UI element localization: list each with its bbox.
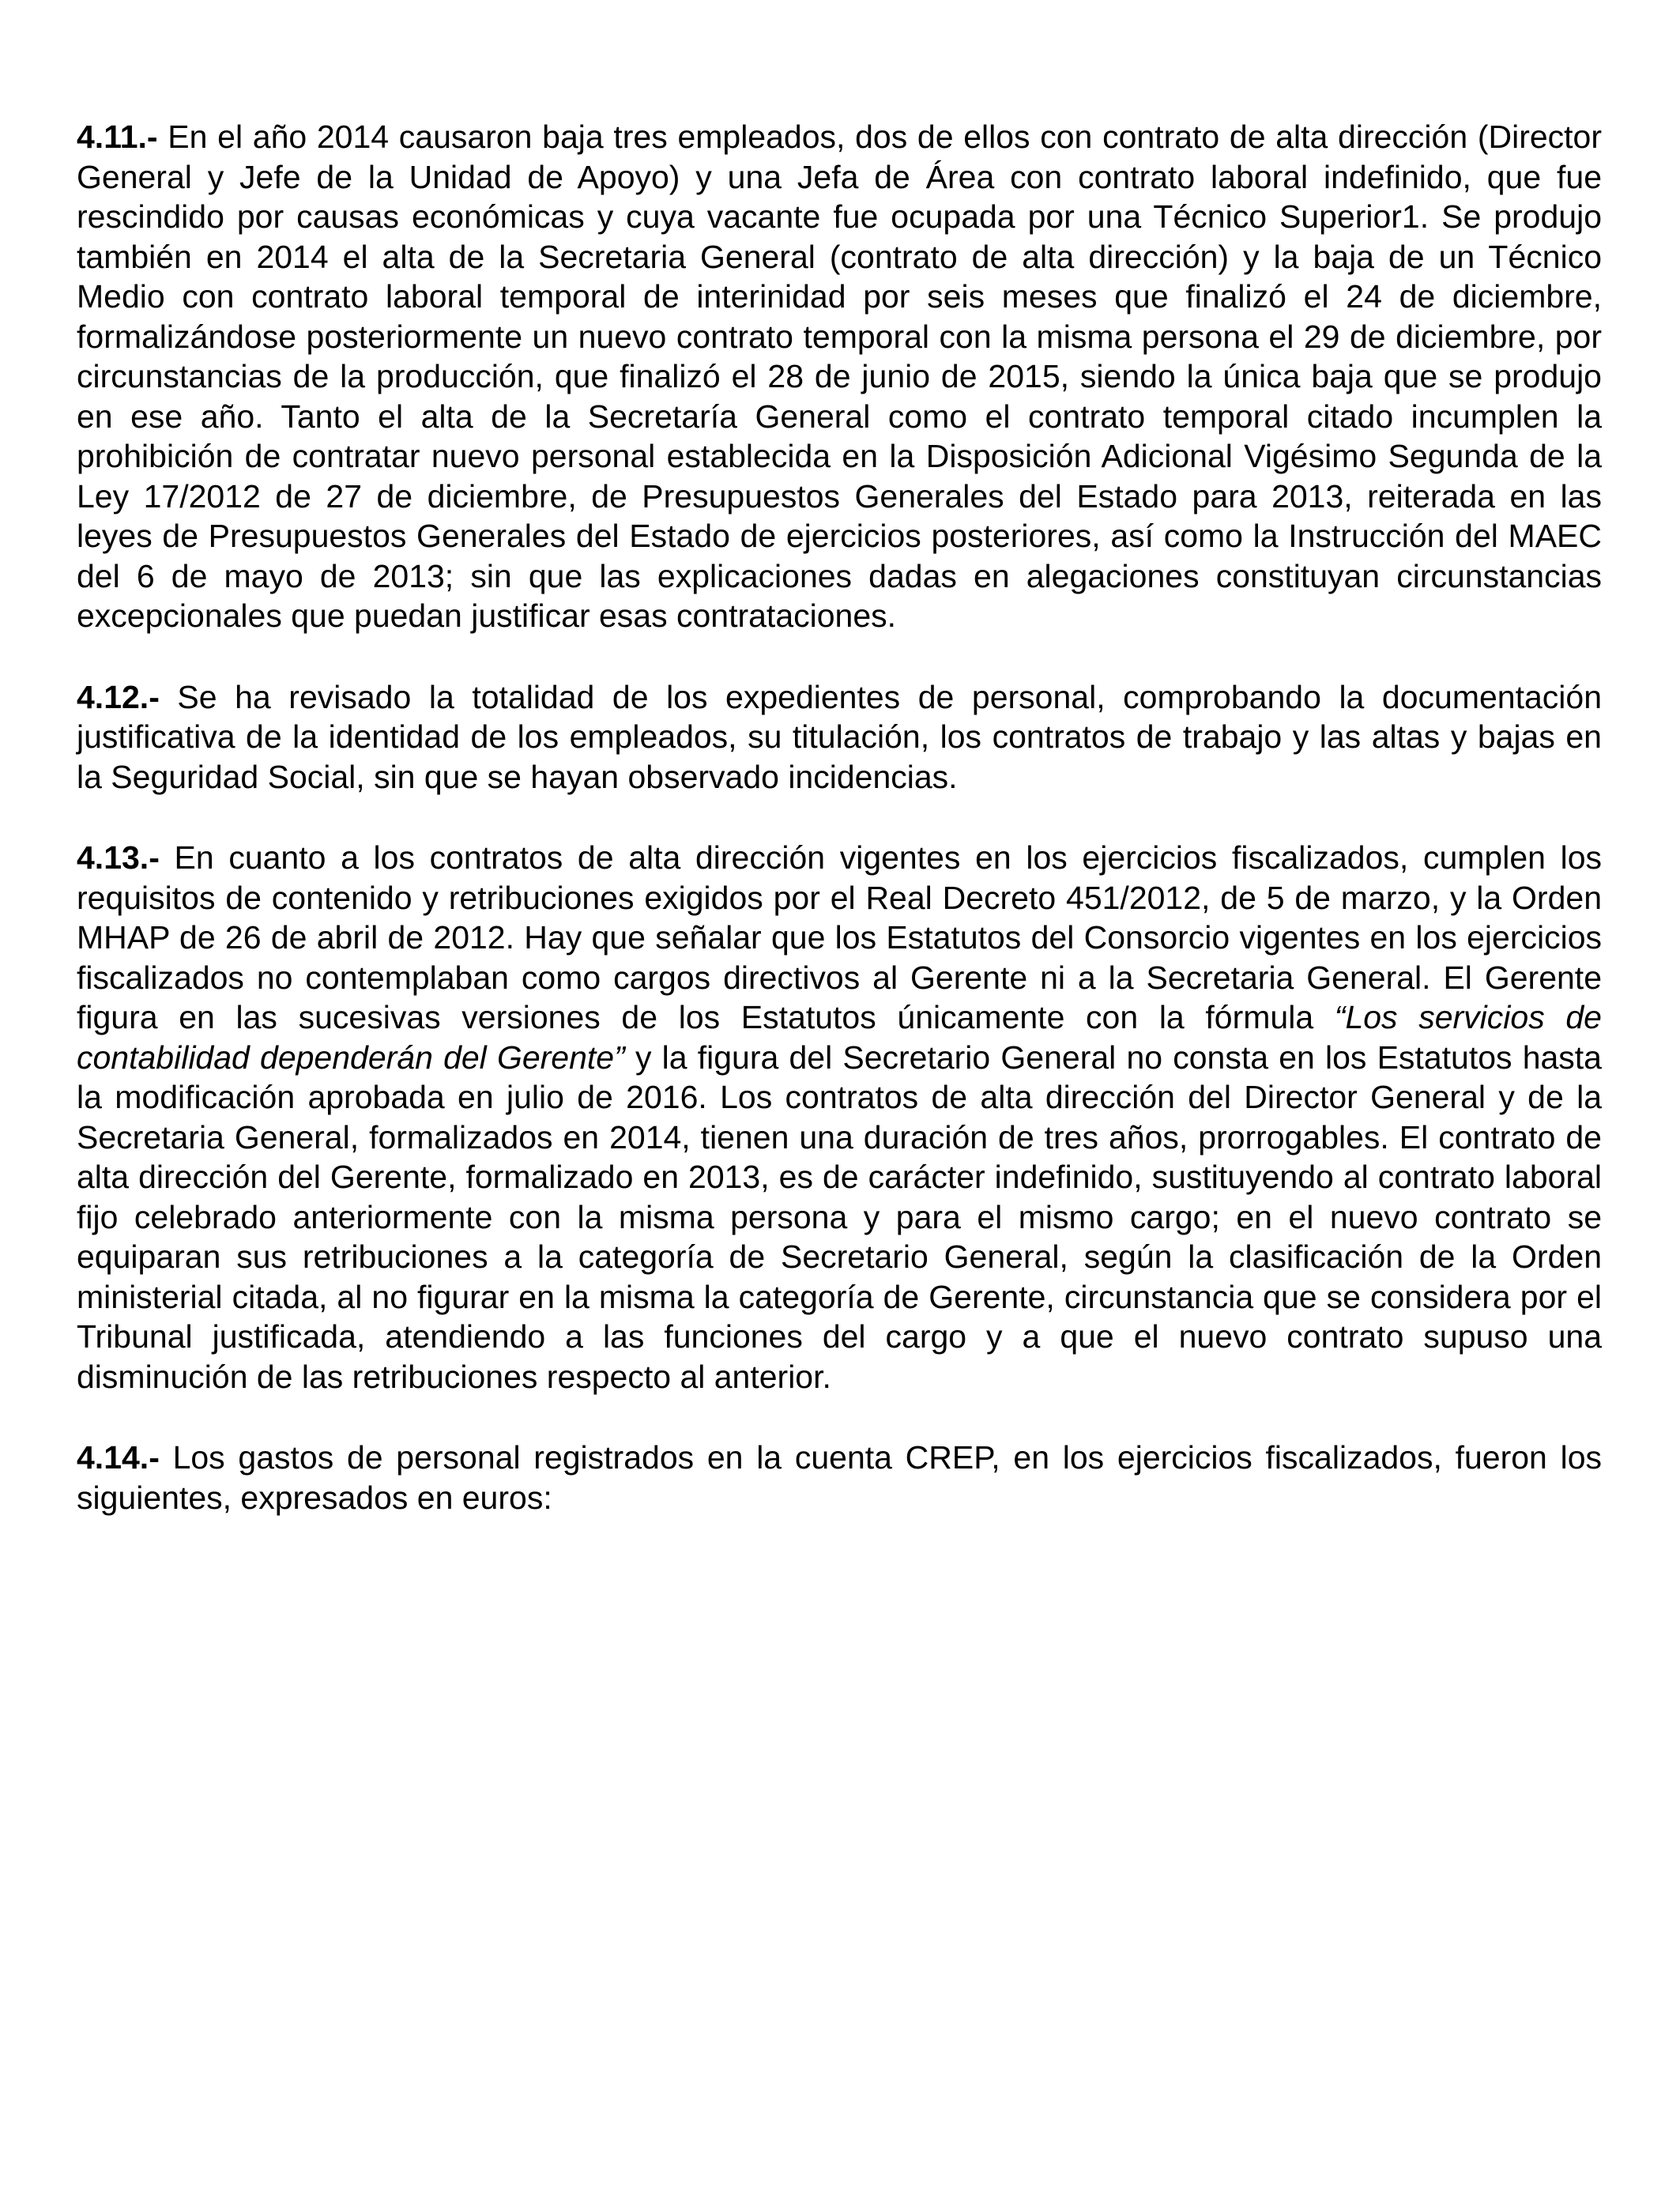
paragraph-number: 4.12.- [77, 678, 160, 715]
paragraph-4-12 [77, 677, 1602, 797]
paragraph-number: 4.14.- [77, 1439, 160, 1476]
paragraph-text: En cuanto a los contratos de alta dirección vigentes en los ejercicios fiscalizados, cumplen los requisitos de contenido y retribuciones exigidos por el Real Decreto 451/2012, de 5 de marzo, y la Orden MHAP de 26 de abril de 2012. Hay que señalar que los Estatutos del Consorcio vigentes en los ejercicios fiscalizados no contemplaban como cargos directivos al Gerente ni a la Secretaria General. El Gerente figura en las sucesivas versiones de los Estatutos únicamente con la fórmula [77, 839, 1602, 1035]
paragraph-number: 4.13.- [77, 839, 160, 876]
paragraph-text: Los gastos de personal registrados en la cuenta CREP, en los ejercicios fiscalizados, fueron los siguientes, expresados en euros: [77, 1439, 1602, 1516]
paragraph-number: 4.11.- [77, 119, 158, 155]
paragraph-text: Se ha revisado la totalidad de los expedientes de personal, comprobando la documentación justificativa de la identidad de los empleados, su titulación, los contratos de trabajo y las altas y bajas en la Seguridad Social, sin que se hayan observado incidencias. [77, 678, 1602, 795]
paragraph-text: y la figura del Secretario General no consta en los Estatutos hasta la modificación aprobada en julio de 2016. Los contratos de alta dirección del Director General y de la Secretaria General, formalizados en 2014, tienen una duración de tres años, prorrogables. El contrato de alta dirección del Gerente, formalizado en 2013, es de carácter indefinido, sustituyendo al contrato laboral fijo celebrado anteriormente con la misma persona y para el mismo cargo; en el nuevo contrato se equiparan sus retribuciones a la categoría de Secretario General, según la clasificación de la Orden ministerial citada, al no figurar en la misma la categoría de Gerente, circunstancia que se considera por el Tribunal justificada, atendiendo a las funciones del cargo y a que el nuevo contrato supuso una disminución de las retribuciones respecto al anterior. [77, 1039, 1602, 1395]
paragraph-4-14 [77, 1438, 1602, 1517]
paragraph-4-13 [77, 838, 1602, 1397]
document-page [77, 117, 1602, 1559]
statute-quote: “Los servicios de contabilidad dependerán del Gerente” [77, 999, 1602, 1076]
paragraph-4-11 [77, 117, 1602, 636]
paragraph-text: En el año 2014 causaron baja tres empleados, dos de ellos con contrato de alta dirección (Director General y Jefe de la Unidad de Apoyo) y una Jefa de Área con contrato laboral indefinido, que fue rescindido por causas económicas y cuya vacante fue ocupada por una Técnico Superior1. Se produjo también en 2014 el alta de la Secretaria General (contrato de alta dirección) y la baja de un Técnico Medio con contrato laboral temporal de interinidad por seis meses que finalizó el 24 de diciembre, formalizándose posteriormente un nuevo contrato temporal con la misma persona el 29 de diciembre, por circunstancias de la producción, que finalizó el 28 de junio de 2015, siendo la única baja que se produjo en ese año. Tanto el alta de la Secretaría General como el contrato temporal citado incumplen la prohibición de contratar nuevo personal establecida en la Disposición Adicional Vigésimo Segunda de la Ley 17/2012 de 27 de diciembre, de Presupuestos Generales del Estado para 2013, reiterada en las leyes de Presupuestos Generales del Estado de ejercicios posteriores, así como la Instrucción del MAEC del 6 de mayo de 2013; sin que las explicaciones dadas en alegaciones constituyan circunstancias excepcionales que puedan justificar esas contrataciones. [77, 119, 1602, 634]
